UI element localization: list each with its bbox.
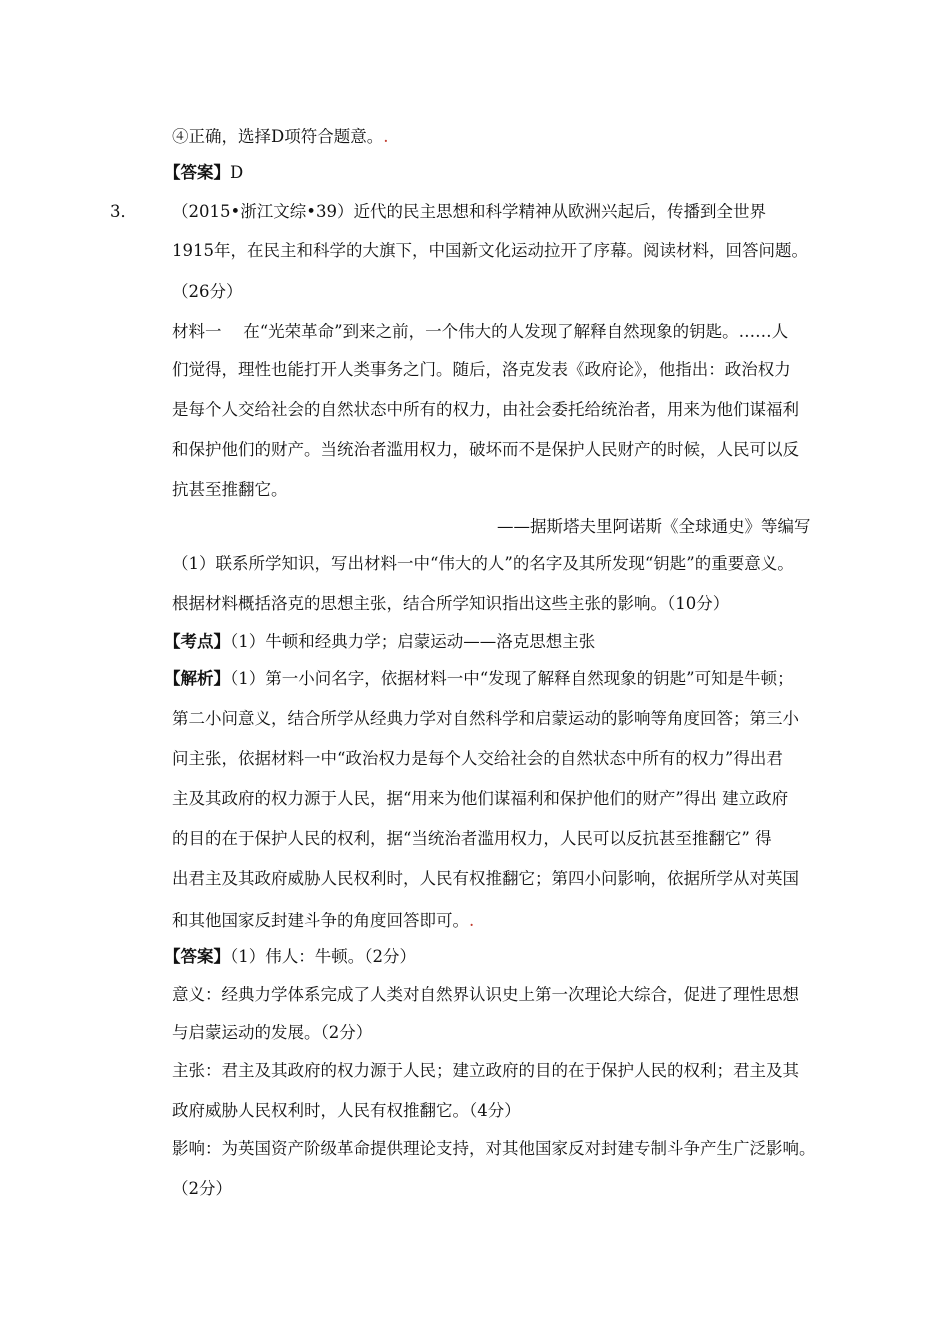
material-line-5: 抗甚至推翻它。 <box>172 480 288 499</box>
kaodian-text: （1）牛顿和经典力学；启蒙运动——洛克思想主张 <box>230 632 596 651</box>
answer-line-1 <box>164 946 416 968</box>
answer-influence-1: 影响：为英国资产阶级革命提供理论支持，对其他国家反对封建专制斗争产生广泛影响。 <box>172 1139 816 1158</box>
prev-answer-line <box>164 162 243 184</box>
analysis-text: ④正确，选择D项符合题意。 <box>172 127 384 146</box>
answer-influence-2: （2分） <box>172 1179 232 1198</box>
material-line-3: 是每个人交给社会的自然状态中所有的权力，由社会委托给统治者，用来为他们谋福利 <box>172 400 799 419</box>
answer-claims-2: 政府威胁人民权利时，人民有权推翻它。（4分） <box>172 1101 521 1120</box>
material-line-1: 材料一 在“光荣革命”到来之前，一个伟大的人发现了解释自然现象的钥匙。……人 <box>172 322 789 341</box>
jiexi-line-5: 的目的在于保护人民的权利，据“当统治者滥用权力，人民可以反抗甚至推翻它” 得 <box>172 829 772 848</box>
answer-claims-1: 主张：君主及其政府的权力源于人民；建立政府的目的在于保护人民的权利；君主及其 <box>172 1061 799 1080</box>
question-number: 3． <box>110 202 137 221</box>
answer-value: D <box>230 163 244 182</box>
jiexi-line-6: 出君主及其政府威胁人民权利时，人民有权推翻它；第四小问影响，依据所学从对英国 <box>172 869 799 888</box>
question-score: （26分） <box>172 282 243 301</box>
material-source: ——据斯塔夫里阿诺斯《全球通史》等编写 <box>497 517 811 536</box>
jiexi-line-3: 问主张，依据材料一中“政治权力是每个人交给社会的自然状态中所有的权力”得出君 <box>172 749 783 768</box>
question-line-2: 1915年，在民主和科学的大旗下，中国新文化运动拉开了序幕。阅读材料，回答问题。 <box>172 241 808 260</box>
question-line-1: （2015•浙江文综•39）近代的民主思想和科学精神从欧洲兴起后，传播到全世界 <box>172 202 766 221</box>
kaodian-tag: 【考点】 <box>164 632 230 651</box>
answer-significance-1: 意义：经典力学体系完成了人类对自然界认识史上第一次理论大综合，促进了理性思想 <box>172 985 799 1004</box>
jiexi-line-7 <box>172 910 474 932</box>
jiexi-text-1: （1）第一小问名字，依据材料一中“发现了解释自然现象的钥匙”可知是牛顿； <box>230 669 794 688</box>
jiexi-line-1 <box>164 668 794 690</box>
sub-question-line-1: （1）联系所学知识，写出材料一中“伟大的人”的名字及其所发现“钥匙”的重要意义。 <box>172 554 794 573</box>
sub-question-line-2: 根据材料概括洛克的思想主张，结合所学知识指出这些主张的影响。（10分） <box>172 594 730 613</box>
kaodian-line <box>164 631 595 653</box>
answer-significance-2: 与启蒙运动的发展。（2分） <box>172 1023 373 1042</box>
jiexi-line-2: 第二小问意义，结合所学从经典力学对自然科学和启蒙运动的影响等角度回答；第三小 <box>172 709 799 728</box>
red-period-mark: . <box>383 127 389 146</box>
answer-text-1: （1）伟人：牛顿。（2分） <box>230 947 416 966</box>
jiexi-line-4: 主及其政府的权力源于人民，据“用来为他们谋福利和保护他们的财产”得出 建立政府 <box>172 789 789 808</box>
answer-tag: 【答案】 <box>164 163 230 182</box>
red-period-mark: . <box>469 911 475 930</box>
prev-answer-analysis-line <box>172 126 388 148</box>
material-line-2: 们觉得，理性也能打开人类事务之门。随后，洛克发表《政府论》，他指出：政治权力 <box>172 360 791 379</box>
jiexi-tag: 【解析】 <box>164 669 230 688</box>
answer-tag: 【答案】 <box>164 947 230 966</box>
material-line-4: 和保护他们的财产。当统治者滥用权力，破坏而不是保护人民财产的时候，人民可以反 <box>172 440 799 459</box>
jiexi-text-7: 和其他国家反封建斗争的角度回答即可。 <box>172 911 469 930</box>
